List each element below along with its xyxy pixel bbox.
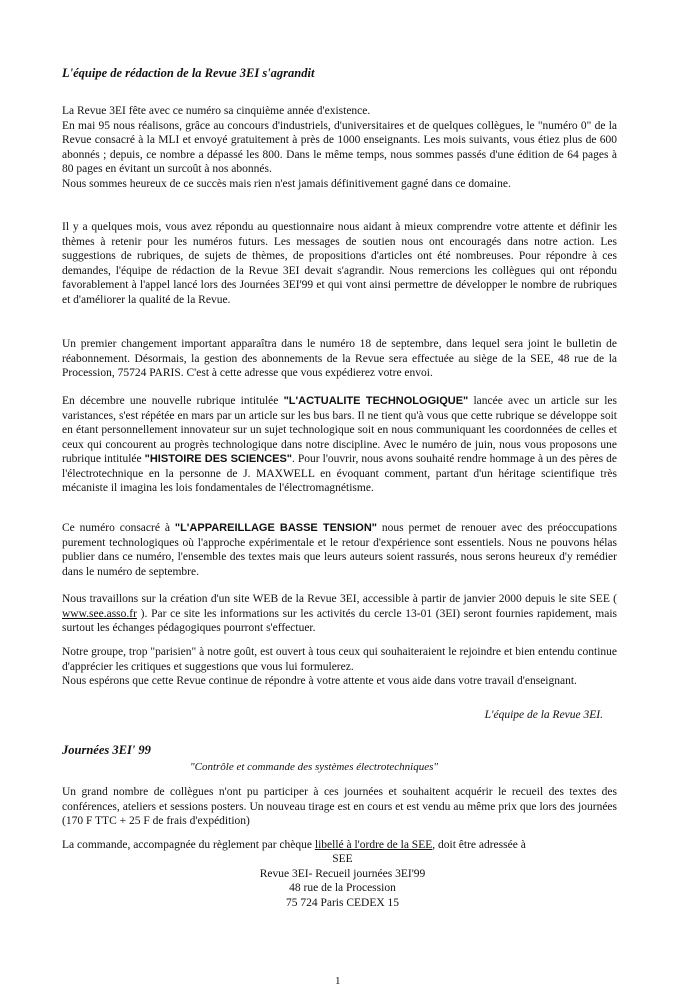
paragraph-questionnaire [62, 220, 617, 307]
text-run: lancée avec un article sur les varistances, s'est répétée en mars par un article sur les bus bars. Il ne tient qu'à vous que cette rubrique se développe soit en étant personnellement innovateur sur un sujet technologique soit en nous communiquant les coordonnées de celles et ceux qui concourent au progrès technologique dans notre discipline. Avec le numéro de juin, nous vous proposons une rubrique intitulée [62, 395, 618, 465]
text-run: nous permet de renouer avec des préoccupations purement technologiques où l'approche expérimentale et le retour d'expérience sont essentiels. Nous ne pouvons hélas publier dans ce numéro, l'ensemble des textes mais que leurs auteurs soient rassurés, nous serons heureux d'y remédier dans le numéro de septembre. [62, 522, 617, 578]
text-run: La commande, accompagnée du règlement par chèque [62, 839, 315, 851]
paragraph-text: Un grand nombre de collègues n'ont pu participer à ces journées et souhaitent acquérir le recueil des textes des conférences, ateliers et sessions posters. Un nouveau tirage est en cours et est vendu au même prix que lors des journées (170 F TTC + 25 F de frais d'expédition) [62, 786, 617, 827]
paragraph-text: Un premier changement important apparaîtra dans le numéro 18 de septembre, dans lequel sera joint le bulletin de réabonnement. Désormais, la gestion des abonnements de la Revue sera effectuée au siège de la SEE, 48 rue de la Procession, 75724 PARIS. C'est à cette adresse que vous expédierez votre envoi. [62, 338, 617, 379]
paragraph-text: Il y a quelques mois, vous avez répondu au questionnaire nous aidant à mieux comprendre votre attente et définir les thèmes à retenir pour les numéros futurs. Les messages de soutien nous ont encouragés dans notre action. Les suggestions de rubriques, de sujets de thèmes, de propositions d'articles ont été nombreuses. Pour répondre à ces demandes, l'équipe de rédaction de la Revue 3EI devait s'agrandir. Nous remercions les collègues qui ont répondu favorablement à l'appel lancé lors des Journées 3EI'99 et qui vont ainsi permettre de développer le nombre de rubriques et d'améliorer la qualité de la Revue. [62, 221, 617, 306]
paragraph-line: La Revue 3EI fête avec ce numéro sa cinquième année d'existence. [62, 105, 371, 117]
paragraph-text [62, 592, 617, 636]
issue-theme: "L'APPAREILLAGE BASSE TENSION" [174, 522, 377, 534]
paragraph-group [62, 645, 617, 689]
underlined-text: libellé à l'ordre de la SEE [314, 839, 433, 851]
paragraph-website [62, 592, 617, 636]
paragraph-subscription [62, 337, 617, 381]
paragraph-journees [62, 785, 617, 829]
journees-subtitle: "Contrôle et commande des systèmes électrotechniques" [190, 761, 439, 773]
paragraph-new-rubrics [62, 394, 617, 496]
address-line: Revue 3EI- Recueil journées 3EI'99 [259, 867, 426, 880]
text-run: , doit être adressée à [432, 839, 526, 851]
paragraph-text [62, 838, 617, 853]
text-run: ). Par ce site les informations sur les activités du cercle 13-01 (3EI) seront fournies rapidement, mais surtout les échanges pédagogiques pourront s'effectuer. [62, 607, 617, 634]
paragraph-order [62, 838, 617, 853]
address-line: SEE [332, 853, 353, 865]
rubric-name: "HISTOIRE DES SCIENCES" [144, 453, 293, 465]
paragraph-text [62, 521, 617, 579]
address-line: 75 724 Paris CEDEX 15 [285, 896, 400, 909]
paragraph-line: Nous sommes heureux de ce succès mais rien n'est jamais définitivement gagné dans ce domaine. [62, 177, 511, 190]
paragraph-issue-theme [62, 521, 617, 579]
text-run: . Pour l'ouvrir, nous avons souhaité rendre hommage à un des pères de l'électrotechnique en la personne de J. MAXWELL en évoquant comment, partant d'un héritage scientifique très mécaniste il imagina les lois fondamentales de l'électromagnétisme. [62, 453, 617, 494]
paragraph-text: Nous espérons que cette Revue continue de répondre à votre attente et vous aide dans votre travail d'enseignant. [62, 675, 577, 687]
paragraph-anniversary [62, 104, 617, 191]
address-line: 48 rue de la Procession [289, 882, 396, 894]
paragraph-history: En mai 95 nous réalisons, grâce au concours d'industriels, d'universitaires et de quelques collègues, le "numéro 0" de la Revue consacré à la MLI et envoyé gratuitement à près de 1000 enseignants. Les mois suivants, vous étiez plus de 600 abonnés ; depuis, ce nombre a dépassé les 800. Dans le même temps, nous sommes passés d'une édition de 64 pages à 80 pages en évitant un surcoût à nos abonnés. [62, 119, 617, 175]
section-title: L'équipe de rédaction de la Revue 3EI s'agrandit [62, 66, 315, 80]
page-number: 1 [335, 975, 341, 987]
signature: L'équipe de la Revue 3EI. [484, 709, 603, 721]
text-run: Nous travaillons sur la création d'un site WEB de la Revue 3EI, accessible à partir de janvier 2000 depuis le site SEE ( [62, 593, 617, 605]
journees-title: Journées 3EI' 99 [62, 743, 151, 757]
text-run: Ce numéro consacré à [62, 522, 175, 534]
mailing-address [0, 852, 685, 910]
paragraph-text [62, 394, 617, 496]
text-run: En décembre une nouvelle rubrique intitulée [62, 395, 284, 407]
rubric-name: "L'ACTUALITE TECHNOLOGIQUE" [283, 395, 469, 407]
paragraph-text: Notre groupe, trop "parisien" à notre goût, est ouvert à tous ceux qui souhaiteraient le rejoindre et bien entendu continue d'apprécier les critiques et suggestions que vous lui formulerez. [62, 646, 617, 673]
website-link[interactable]: www.see.asso.fr [62, 607, 137, 620]
